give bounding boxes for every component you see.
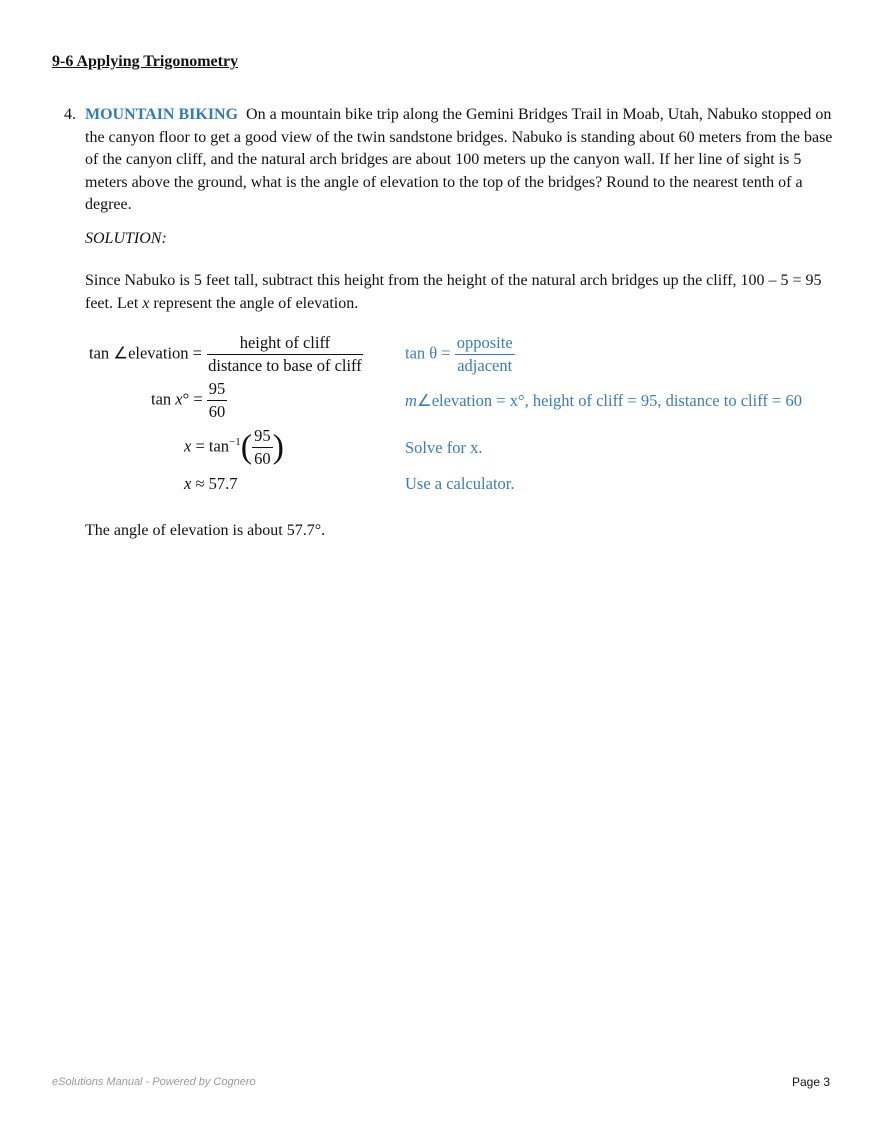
step-1-numerator: height of cliff [207, 333, 363, 355]
step-2-variable: x [175, 389, 183, 409]
step-2-denominator: 60 [208, 402, 226, 421]
page-number: Page 3 [792, 1075, 831, 1089]
step-4-lhs: ≈ 57.7 [191, 474, 238, 493]
conclusion: The angle of elevation is about 57.7°. [85, 522, 326, 539]
step-1-note-lhs: tan θ = [405, 343, 451, 363]
left-paren: ( [240, 428, 253, 466]
intro-text-end: represent the angle of elevation. [149, 294, 359, 312]
step-1-note [405, 333, 515, 376]
step-2-note [405, 391, 802, 411]
step-1-equation [89, 333, 364, 376]
step-3-note: Solve for x. [405, 438, 483, 457]
step-2-lhs: tan [151, 389, 176, 409]
step-2-equation [151, 379, 227, 422]
right-paren: ) [272, 428, 284, 466]
solution-label: SOLUTION: [85, 230, 167, 247]
step-3-numerator: 95 [252, 426, 273, 448]
section-title: 9-6 Applying Trigonometry [52, 53, 239, 70]
step-4-note: Use a calculator. [405, 474, 515, 493]
step-4-equation [184, 474, 238, 494]
solution-intro [85, 270, 835, 315]
intro-variable: x [142, 294, 150, 312]
step-3-superscript: −1 [229, 435, 241, 448]
step-2-note-var: m [405, 391, 417, 410]
problem-4 [64, 104, 834, 217]
step-2-note-text: ∠elevation = x°, height of cliff = 95, distance to cliff = 60 [416, 391, 802, 410]
step-3-variable: x [184, 436, 192, 456]
problem-text: On a mountain bike trip along the Gemini Bridges Trail in Moab, Utah, Nabuko stopped on the canyon floor to get a good view of the twin sandstone bridges. Nabuko is standing about 60 meters from the base of the canyon cliff, and the natural arch bridges are about 100 meters up the canyon wall. If her line of sight is 5 meters above the ground, what is the angle of elevation to the top of the bridges? Round to the nearest tenth of a degree. [85, 106, 833, 213]
intro-text: Since Nabuko is 5 feet tall, subtract this height from the height of the natural arch bridges up the cliff, 100 – 5 = 95 feet. Let [85, 272, 822, 312]
step-3-equation [184, 426, 284, 469]
problem-keyword: MOUNTAIN BIKING [85, 106, 239, 123]
step-4-variable: x [184, 474, 192, 493]
step-1-denominator: distance to base of cliff [208, 356, 362, 375]
step-1-note-denominator: adjacent [457, 356, 513, 375]
step-3-lhs: = tan [191, 436, 230, 456]
step-3-denominator: 60 [254, 449, 271, 468]
step-1-note-numerator: opposite [455, 333, 515, 355]
step-1-lhs: tan ∠elevation = [89, 343, 202, 363]
step-2-numerator: 95 [207, 379, 228, 401]
footer-brand: eSolutions Manual - Powered by Cognero [52, 1076, 256, 1088]
step-2-lhs-end: ° = [182, 389, 203, 409]
problem-number: 4. [64, 106, 76, 123]
